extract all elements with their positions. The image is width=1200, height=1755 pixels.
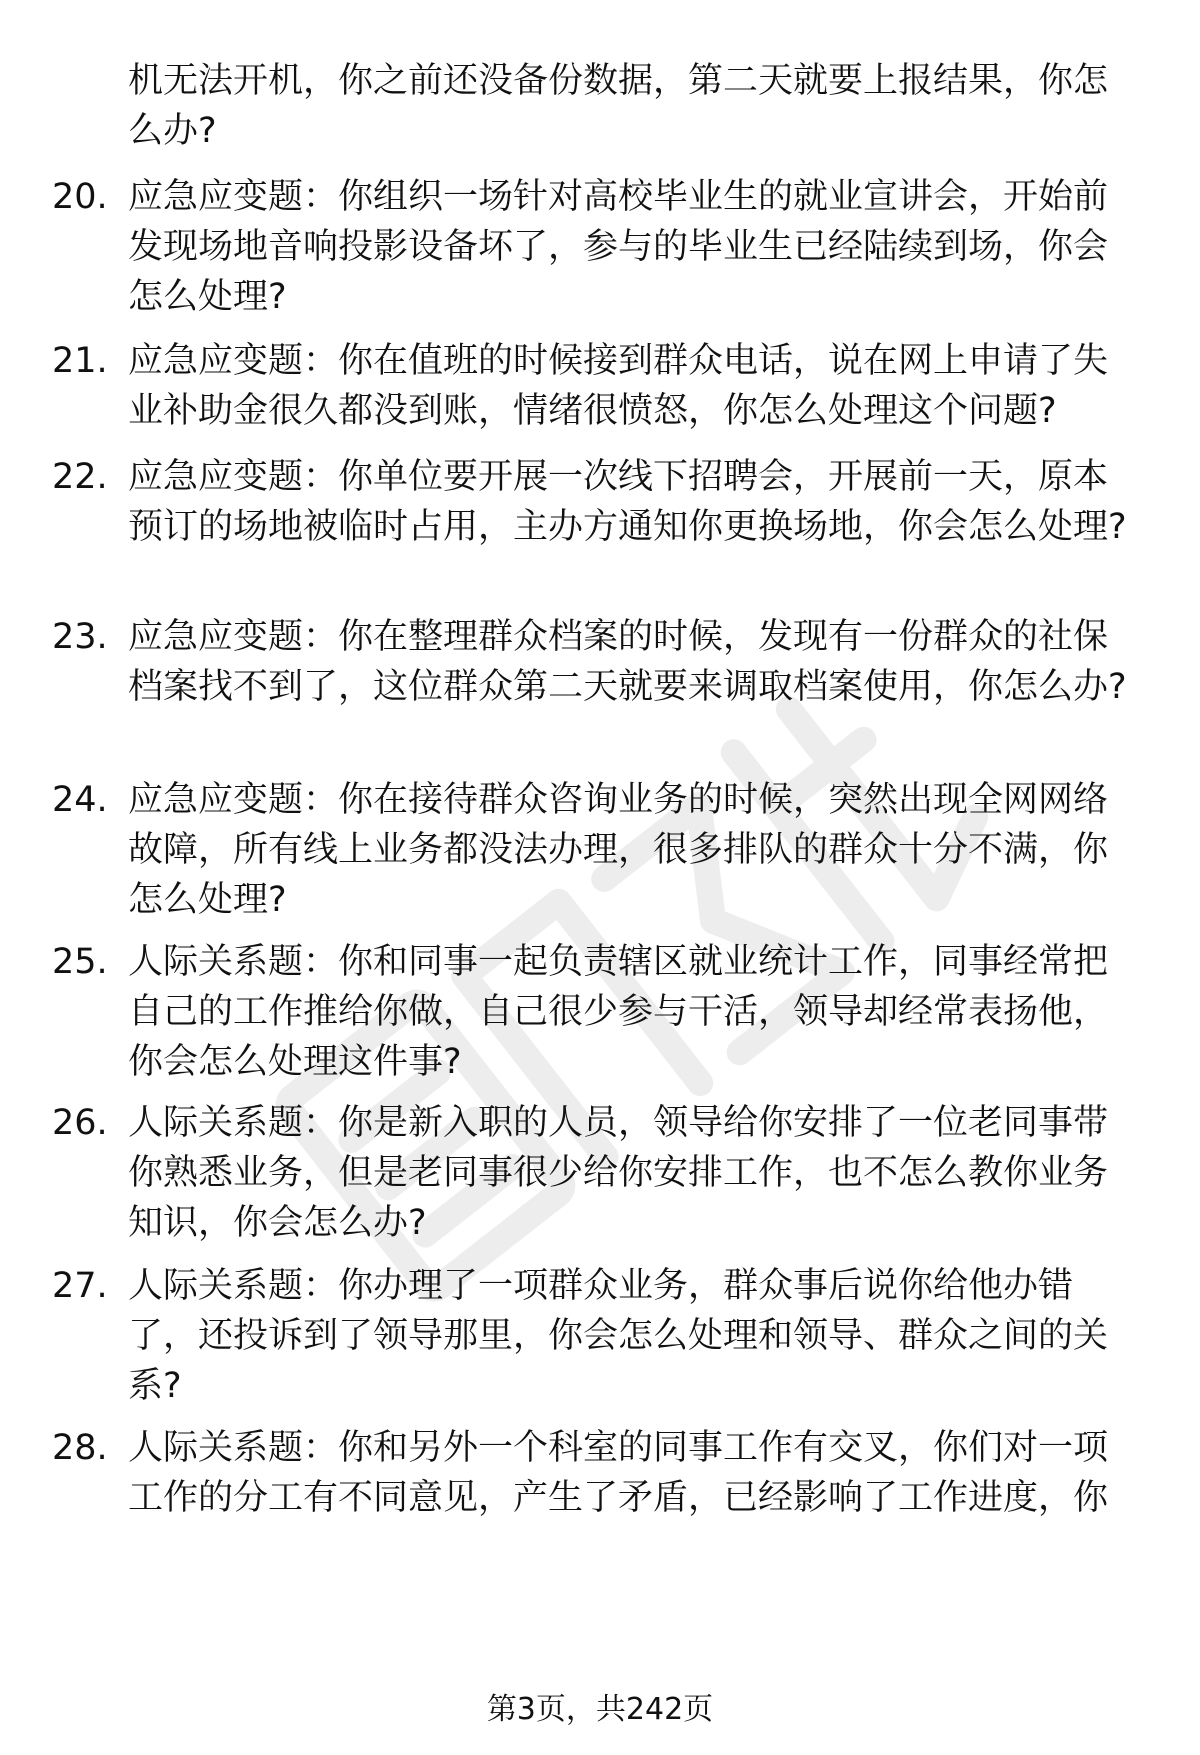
question-text: 人际关系题：你是新入职的人员，领导给你安排了一位老同事带你熟悉业务，但是老同事很少给你安排工作，也不怎么教你业务知识，你会怎么办? [128, 1103, 1109, 1243]
question-number: 22. [52, 457, 108, 497]
question-text: 应急应变题：你单位要开展一次线下招聘会，开展前一天，原本预订的场地被临时占用，主办方通知你更换场地，你会怎么处理? [128, 457, 1127, 547]
question-text: 应急应变题：你在整理群众档案的时候，发现有一份群众的社保档案找不到了，这位群众第二天就要来调取档案使用，你怎么办? [128, 617, 1127, 707]
page-footer: 第3页，共242页 [486, 1692, 714, 1727]
question-number: 26. [52, 1103, 108, 1143]
question-text: 应急应变题：你组织一场针对高校毕业生的就业宣讲会，开始前发现场地音响投影设备坏了，参与的毕业生已经陆续到场，你会怎么处理? [128, 177, 1109, 317]
question-text: 人际关系题：你和同事一起负责辖区就业统计工作，同事经常把自己的工作推给你做，自己很少参与干活，领导却经常表扬他，你会怎么处理这件事? [128, 942, 1109, 1082]
question-19-continuation: 机无法开机，你之前还没备份数据，第二天就要上报结果，你怎么办? [128, 61, 1109, 151]
question-text: 应急应变题：你在值班的时候接到群众电话，说在网上申请了失业补助金很久都没到账，情绪很愤怒，你怎么处理这个问题? [128, 341, 1109, 431]
question-number: 20. [52, 177, 108, 217]
question-text: 应急应变题：你在接待群众咨询业务的时候，突然出现全网网络故障，所有线上业务都没法办理，很多排队的群众十分不满，你怎么处理? [128, 780, 1109, 920]
question-number: 28. [52, 1428, 108, 1468]
question-number: 21. [52, 341, 108, 381]
question-number: 27. [52, 1266, 108, 1306]
question-text: 人际关系题：你和另外一个科室的同事工作有交叉，你们对一项工作的分工有不同意见，产生了矛盾，已经影响了工作进度，你 [128, 1428, 1109, 1518]
question-number: 23. [52, 617, 108, 657]
question-number: 24. [52, 780, 108, 820]
question-text: 人际关系题：你办理了一项群众业务，群众事后说你给他办错了，还投诉到了领导那里，你会怎么处理和领导、群众之间的关系? [128, 1266, 1109, 1406]
question-number: 25. [52, 942, 108, 982]
